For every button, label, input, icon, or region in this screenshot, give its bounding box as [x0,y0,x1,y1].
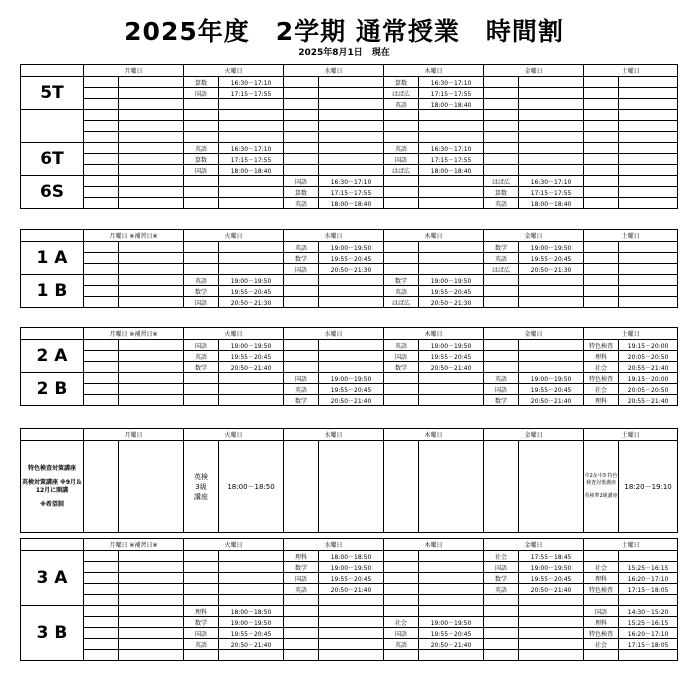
subject-cell: 国語 [284,373,319,384]
time-cell: 19:00－19:50 [419,275,484,286]
header-day: 水曜日 [284,328,384,340]
table-row [21,340,678,351]
table-row [21,187,678,198]
subject-cell: 理科 [584,617,619,628]
table-row [21,573,678,584]
note-kibou: ※希望制 [40,500,64,508]
subject-cell: 特色検査 [584,628,619,639]
subject-cell: 数学 [184,362,219,373]
subject-cell: 国語 [384,351,419,362]
header-blank [21,429,84,441]
table-row [21,584,678,595]
time-cell: 19:55－20:45 [219,628,284,639]
time-cell: 20:50－21:40 [319,584,384,595]
subject-cell: 理科 [584,351,619,362]
header-day: 水曜日 [284,429,384,441]
header-day: 火曜日 [184,539,284,551]
subject-cell: 国語 [484,562,519,573]
time-cell: 15:25－16:15 [619,562,678,573]
subject-cell: 数学 [184,286,219,297]
time-cell: 19:55－20:45 [219,351,284,362]
subject-cell: 国語 [284,264,319,275]
subject-cell: 英語 [384,286,419,297]
table-row [21,154,678,165]
time-cell: 19:00－19:50 [519,562,584,573]
subject-cell: 算数 [384,77,419,88]
page-title: 2025年度 2学期 通常授業 時間割 [124,17,564,46]
class-label: 6T [21,143,84,176]
time-cell: 19:55－20:45 [519,253,584,264]
header-day: 月曜日 [84,429,184,441]
time-cell: 20:55－21:40 [619,362,678,373]
subject-cell: 国語 [584,606,619,617]
time-cell: 20:05－20:50 [619,351,678,362]
table-row [21,617,678,628]
schedule-table [20,64,678,209]
subject-cell: 英語 [184,639,219,650]
table-row [21,639,678,650]
subject-cell: 特色検査 [584,340,619,351]
subject-cell: 理科 [184,606,219,617]
time-cell: 17:15－18:05 [619,639,678,650]
time-cell: 19:00－19:50 [419,617,484,628]
time-cell: 19:55－20:45 [419,628,484,639]
subject-cell: 英語 [184,351,219,362]
time-cell: 17:55－18:45 [519,551,584,562]
table-row [21,132,678,143]
time-cell: 17:15－17:55 [219,154,284,165]
header-day: 土曜日 [584,429,678,441]
subject-cell: 国語 [484,384,519,395]
subject-cell: 国語 [184,340,219,351]
header-blank [21,230,84,242]
header-blank [21,328,84,340]
subject-cell: 国語 [184,165,219,176]
table-row [21,650,678,661]
subject-cell: 英語 [284,584,319,595]
time-cell: 19:55－20:45 [419,351,484,362]
time-cell: 19:00－19:50 [519,373,584,384]
subject-cell: 特色検査 [584,584,619,595]
subject-cell: 算数 [184,154,219,165]
subject-cell: 算数 [184,77,219,88]
time-cell: 19:00－19:50 [219,617,284,628]
subject-cell: 数学 [284,562,319,573]
subject-cell: 理科 [584,395,619,406]
time-cell: 17:15－17:55 [419,154,484,165]
schedule-table [20,327,678,406]
time-cell: 19:55－20:45 [319,573,384,584]
time-cell: 18:00－18:40 [319,198,384,209]
subject-cell: 数学 [484,242,519,253]
time-cell: 20:50－21:30 [319,264,384,275]
subject-cell: 英語 [284,242,319,253]
table-row [21,242,678,253]
sat-special-subject [584,441,619,533]
time-cell: 20:50－21:40 [219,639,284,650]
subject-cell: 英語 [484,198,519,209]
class-label: 1 B [21,275,84,308]
time-cell: 20:50－21:40 [519,584,584,595]
class-label: 3 B [21,606,84,661]
subject-cell: 国語 [384,154,419,165]
table-row [21,121,678,132]
time-cell: 16:20－17:10 [619,628,678,639]
schedule-table [20,229,678,308]
class-label: 6S [21,176,84,209]
subject-cell: 国語 [384,628,419,639]
class-label: 1 A [21,242,84,275]
eiken3-subject: 英検3級講座 [184,441,219,533]
class-label: 2 B [21,373,84,406]
header-day: 水曜日 [284,230,384,242]
class-label: 3 A [21,551,84,606]
subject-cell: 社会 [584,384,619,395]
table-row [21,198,678,209]
header-blank [21,65,84,77]
subject-cell: 特色検査 [584,373,619,384]
table-row [21,562,678,573]
time-cell: 20:05－20:50 [619,384,678,395]
time-cell: 19:55－20:45 [219,286,284,297]
time-cell: 20:50－21:30 [219,297,284,308]
time-cell: 20:50－21:40 [419,362,484,373]
time-cell: 19:55－20:45 [319,384,384,395]
subject-cell: 英語 [384,340,419,351]
time-cell: 18:00－18:40 [419,165,484,176]
time-cell: 19:00－19:50 [319,562,384,573]
time-cell: 16:20－17:10 [619,573,678,584]
header-day: 土曜日 [584,539,678,551]
subject-cell: 算数 [284,187,319,198]
time-cell: 19:15－20:00 [619,373,678,384]
header-day: 水曜日 [284,539,384,551]
time-cell: 16:30－17:10 [219,77,284,88]
table-row [21,595,678,606]
class-label: 2 A [21,340,84,373]
header-day: 金曜日 [484,429,584,441]
subject-cell: 社会 [584,362,619,373]
time-cell: 17:15－17:55 [519,187,584,198]
subject-cell: はば広 [484,176,519,187]
table-row [21,165,678,176]
class-label: 5T [21,77,84,110]
header-day: 火曜日 [184,429,284,441]
table-row [21,606,678,617]
table-row [21,384,678,395]
subject-cell: はば広 [384,165,419,176]
time-cell: 20:50－21:40 [319,395,384,406]
time-cell: 15:25－16:15 [619,617,678,628]
header-day: 木曜日 [384,230,484,242]
header-day: 金曜日 [484,539,584,551]
header-day: 土曜日 [584,65,678,77]
subject-cell: 英語 [484,253,519,264]
time-cell: 19:55－20:45 [519,573,584,584]
subject-cell: 数学 [484,395,519,406]
subject-cell: 数学 [284,395,319,406]
table-row [21,373,678,384]
special-notes [21,441,84,533]
subject-cell: 社会 [484,551,519,562]
subject-cell: はば広 [484,264,519,275]
sat-special-subject2: 英検準2級講座 [584,493,618,499]
subject-cell: 理科 [584,573,619,584]
time-cell: 17:15－17:55 [319,187,384,198]
header-day: 金曜日 [484,65,584,77]
subject-cell: 国語 [284,573,319,584]
table-row [21,143,678,154]
subject-cell: 数学 [284,253,319,264]
time-cell: 19:00－19:50 [219,340,284,351]
note-tokushoku: 特色検査対策講座 [27,464,76,472]
table-row [21,362,678,373]
table-row [21,264,678,275]
time-cell: 19:55－20:45 [319,253,384,264]
time-cell: 20:50－21:40 [219,362,284,373]
table-row [21,110,678,121]
table-row [21,275,678,286]
special-course-table [20,428,678,533]
time-cell: 16:30－17:10 [319,176,384,187]
time-cell: 19:55－20:45 [419,286,484,297]
subject-cell: 社会 [584,639,619,650]
table-row [21,297,678,308]
table-row [21,99,678,110]
table-row [21,286,678,297]
time-cell: 19:00－19:50 [419,340,484,351]
subject-cell: 国語 [284,176,319,187]
subject-cell: 英語 [384,639,419,650]
subject-cell: 英語 [484,584,519,595]
time-cell: 20:50－21:30 [419,297,484,308]
subject-cell: 英語 [384,143,419,154]
time-cell: 16:30－17:10 [419,143,484,154]
header-day: 木曜日 [384,328,484,340]
time-cell: 16:30－17:10 [219,143,284,154]
schedule-table [20,538,678,661]
time-cell: 18:00－18:50 [319,551,384,562]
header-day: 月曜日 [84,65,184,77]
time-cell: 18:00－18:40 [419,99,484,110]
subject-cell: 国語 [184,297,219,308]
header-blank [21,539,84,551]
table-row [21,351,678,362]
table-row [21,395,678,406]
time-cell: 17:15－18:05 [619,584,678,595]
header-day: 月曜日 ※補習日※ [84,230,184,242]
time-cell: 20:50－21:40 [519,395,584,406]
header-day: 火曜日 [184,65,284,77]
time-cell: 16:30－17:10 [419,77,484,88]
time-cell: 18:00－18:40 [219,165,284,176]
time-cell: 19:00－19:50 [319,242,384,253]
time-cell: 18:00－18:40 [519,198,584,209]
time-cell: 19:00－19:50 [319,373,384,384]
time-cell: 19:00－19:50 [219,275,284,286]
header-day: 火曜日 [184,230,284,242]
class-label [21,110,84,143]
time-cell: 14:30－15:20 [619,606,678,617]
table-row [21,176,678,187]
subject-cell: 英語 [184,275,219,286]
subject-cell: 国語 [184,628,219,639]
subject-cell: 社会 [384,617,419,628]
subject-cell: 数学 [384,362,419,373]
subject-cell: 数学 [184,617,219,628]
subject-cell: 英語 [284,384,319,395]
subject-cell: 国語 [184,88,219,99]
time-cell: 17:15－17:55 [419,88,484,99]
subject-cell: 理科 [284,551,319,562]
subject-cell: 英語 [184,143,219,154]
note-eiken: 英検対策講座 ※9月＆12月に開講 [21,478,83,494]
header-day: 金曜日 [484,230,584,242]
header-day: 火曜日 [184,328,284,340]
table-row [21,628,678,639]
subject-cell: はば広 [384,88,419,99]
subject-cell: 英語 [384,99,419,110]
subject-cell: はば広 [384,297,419,308]
header-day: 木曜日 [384,539,484,551]
time-cell: 20:50－21:30 [519,264,584,275]
header-day: 月曜日 ※補習日※ [84,328,184,340]
time-cell: 16:30－17:10 [519,176,584,187]
header-day: 月曜日 ※補習日※ [84,539,184,551]
table-row [21,253,678,264]
time-cell: 19:15－20:00 [619,340,678,351]
time-cell: 18:00－18:50 [219,606,284,617]
header-day: 木曜日 [384,429,484,441]
page-subtitle: 2025年8月1日 現在 [298,48,390,58]
sat-special-subject1: 中2＆中3 特色検査対策講座 [584,473,618,486]
subject-cell: 数学 [484,573,519,584]
table-row [21,77,678,88]
subject-cell: 英語 [484,373,519,384]
table-row [21,551,678,562]
table-row [21,88,678,99]
header-day: 土曜日 [584,230,678,242]
time-cell: 19:00－19:50 [519,242,584,253]
time-cell: 20:50－21:40 [419,639,484,650]
header-day: 金曜日 [484,328,584,340]
sat-special-time: 18:20－19:10 [619,441,678,533]
time-cell: 19:55－20:45 [519,384,584,395]
subject-cell: 社会 [584,562,619,573]
subject-cell: 数学 [384,275,419,286]
time-cell: 17:15－17:55 [219,88,284,99]
header-day: 土曜日 [584,328,678,340]
subject-cell: 算数 [484,187,519,198]
eiken3-time: 18:00－18:50 [219,441,284,533]
subject-cell: 英語 [284,198,319,209]
header-day: 水曜日 [284,65,384,77]
header-day: 木曜日 [384,65,484,77]
time-cell: 20:55－21:40 [619,395,678,406]
